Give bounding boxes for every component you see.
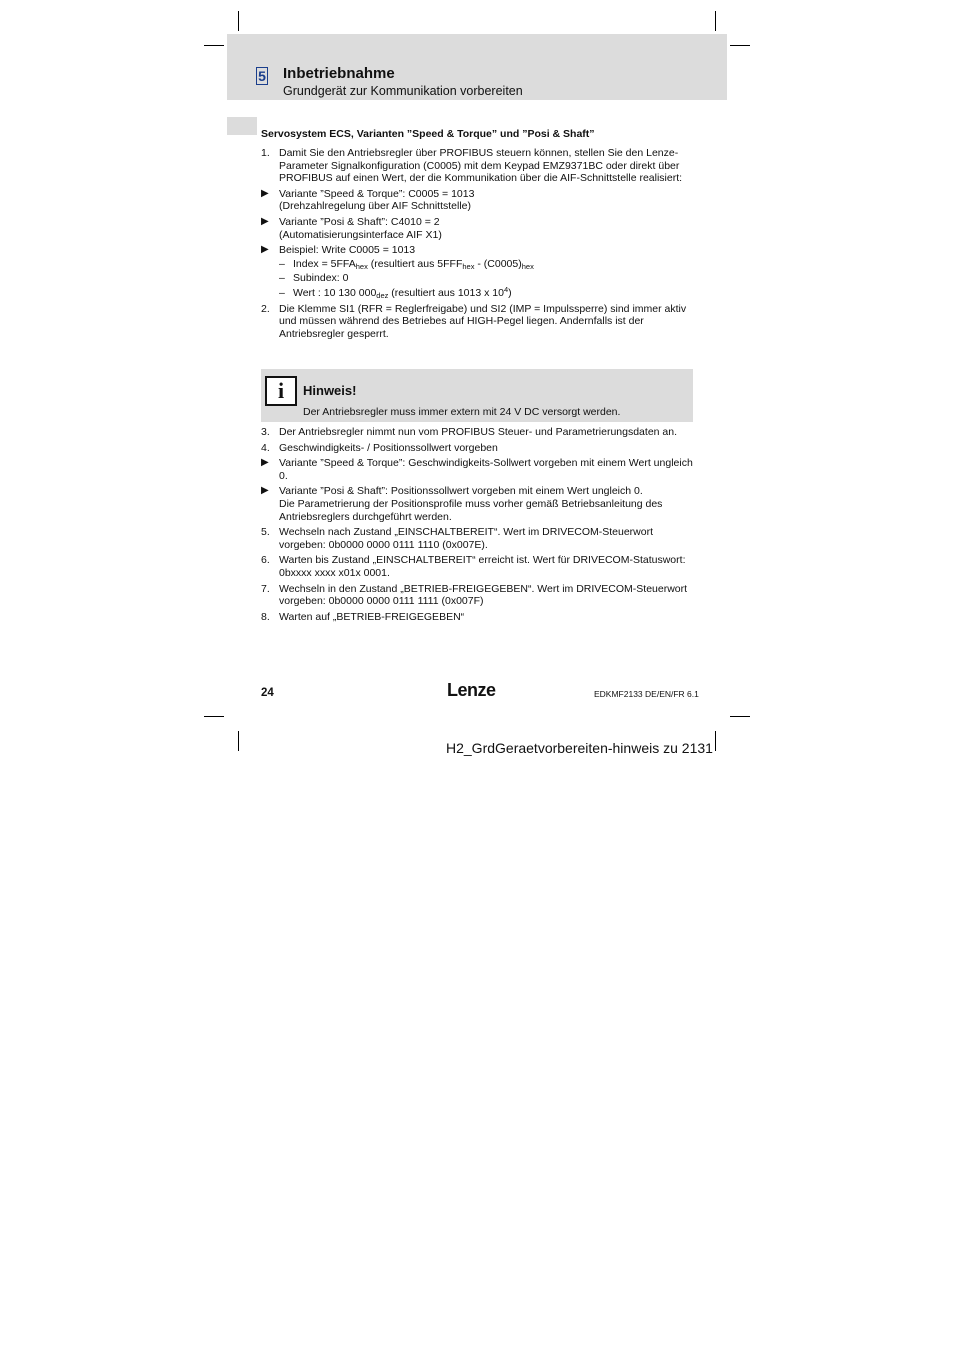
item-text: Wechseln in den Zustand „BETRIEB-FREIGEGEBEN“. Wert im DRIVECOM-Steuerwort vorgeben: 0b0000 0000 0111 1111 (0x007F)	[279, 582, 688, 608]
sub-item-text: Index = 5FFA	[293, 257, 356, 270]
bullet-arrow-icon: ▶	[261, 215, 269, 227]
note-text: Der Antriebsregler muss immer extern mit 24 V DC versorgt werden.	[303, 406, 621, 418]
sub-item	[261, 272, 697, 285]
lenze-logo: Lenze	[447, 680, 496, 700]
list-item	[261, 147, 697, 185]
superscript: 4	[503, 284, 509, 294]
list-item	[261, 611, 697, 624]
list-item	[261, 554, 697, 579]
instruction-list-b	[261, 426, 697, 626]
chapter-title: Inbetriebnahme	[283, 65, 395, 82]
item-number: 8.	[261, 610, 270, 623]
document-id: EDKMF2133 DE/EN/FR 6.1	[594, 689, 699, 699]
item-text: (Drehzahlregelung über AIF Schnittstelle)	[279, 200, 472, 213]
crop-mark	[730, 45, 750, 46]
bullet-arrow-icon: ▶	[261, 457, 269, 469]
crop-mark	[204, 45, 224, 46]
list-item	[261, 216, 697, 241]
chapter-subtitle: Grundgerät zur Kommunikation vorbereiten	[283, 84, 523, 98]
dash-marker: –	[279, 272, 285, 285]
bullet-arrow-icon: ▶	[261, 187, 269, 199]
crop-mark	[730, 716, 750, 717]
item-text: Die Parametrierung der Positionsprofile muss vorher gemäß Betriebsanleitung des Antriebsreglers durchgeführt werden.	[279, 497, 663, 523]
item-text: Variante ”Posi & Shaft”: C4010 = 2	[279, 215, 440, 228]
side-tab	[227, 117, 257, 135]
item-text: (Automatisierungsinterface AIF X1)	[279, 228, 442, 241]
list-item	[261, 583, 697, 608]
item-text: Warten bis Zustand „EINSCHALTBEREIT“ erreicht ist. Wert für DRIVECOM-Statuswort: 0bxxxx xxxx x01x 0001.	[279, 554, 686, 579]
sub-item-text: Subindex: 0	[293, 272, 349, 285]
item-number: 6.	[261, 554, 270, 567]
list-item	[261, 442, 697, 455]
item-text: Die Klemme SI1 (RFR = Reglerfreigabe) und SI2 (IMP = Impulssperre) sind immer aktiv und müssen während des Betriebes auf HIGH-Pegel liegen. Andernfalls ist der Antriebsregler gesperrt.	[279, 302, 687, 340]
note-box	[261, 369, 693, 422]
subscript: hex	[521, 261, 534, 271]
sub-item	[261, 284, 697, 300]
item-number: 2.	[261, 302, 270, 315]
list-item	[261, 526, 697, 551]
item-text: Variante ”Speed & Torque”: C0005 = 1013	[279, 187, 475, 200]
item-number: 4.	[261, 441, 270, 454]
sub-item-text: )	[508, 286, 512, 299]
crop-mark	[238, 731, 239, 751]
instruction-list-a	[261, 147, 697, 343]
item-text: Wechseln nach Zustand „EINSCHALTBEREIT“. Wert im DRIVECOM-Steuerwort vorgeben: 0b0000 0000 0111 1110 (0x007E).	[279, 526, 654, 551]
item-text: Damit Sie den Antriebsregler über PROFIBUS steuern können, stellen Sie den Lenze-Parameter Signalkonfiguration (C0005) mit dem Keypad EMZ9371BC oder direkt über PROFIBUS auf einen Wert, der die Kommunikation über die AIF-Schnittstelle realisiert:	[279, 147, 683, 185]
item-text: Der Antriebsregler nimmt nun vom PROFIBUS Steuer- und Parametrierungsdaten an.	[279, 426, 678, 438]
item-text: Warten auf „BETRIEB-FREIGEGEBEN“	[279, 610, 465, 623]
item-number: 3.	[261, 426, 270, 438]
subscript: hex	[462, 261, 475, 271]
page-number: 24	[261, 687, 274, 699]
subscript: dez	[376, 290, 389, 300]
info-icon: i	[265, 376, 297, 406]
item-text: Variante ”Speed & Torque”: Geschwindigkeits-Sollwert vorgeben mit einem Wert ungleich 0.	[279, 457, 693, 482]
list-item	[261, 188, 697, 213]
crop-mark	[715, 731, 716, 751]
note-title: Hinweis!	[303, 383, 357, 398]
sub-item-text: - (C0005)	[474, 257, 522, 270]
sub-item-text: Wert : 10 130 000	[293, 286, 377, 299]
crop-mark	[238, 11, 239, 31]
list-item	[261, 457, 697, 482]
crop-mark	[204, 716, 224, 717]
list-item	[261, 485, 697, 523]
list-item	[261, 244, 697, 257]
bottom-label: H2_GrdGeraetvorbereiten-hinweis zu 2131	[446, 740, 713, 756]
dash-marker: –	[279, 257, 285, 270]
chapter-number: 5	[256, 67, 268, 85]
sub-item-text: (resultiert aus 5FFF	[367, 257, 463, 270]
sub-item	[261, 258, 697, 271]
item-text: Geschwindigkeits- / Positionssollwert vorgeben	[279, 441, 498, 454]
section-heading: Servosystem ECS, Varianten ”Speed & Torque” und ”Posi & Shaft”	[261, 128, 595, 140]
list-item	[261, 303, 697, 341]
item-text: Beispiel: Write C0005 = 1013	[279, 244, 416, 257]
bullet-arrow-icon: ▶	[261, 244, 269, 256]
crop-mark	[715, 11, 716, 31]
item-number: 1.	[261, 147, 270, 159]
list-item	[261, 426, 697, 439]
item-text: Variante ”Posi & Shaft”: Positionssollwert vorgeben mit einem Wert ungleich 0.	[279, 485, 643, 498]
dash-marker: –	[279, 286, 285, 299]
bullet-arrow-icon: ▶	[261, 485, 269, 497]
sub-item-text: (resultiert aus 1013 x 10	[388, 286, 504, 299]
item-number: 5.	[261, 526, 270, 539]
item-number: 7.	[261, 582, 270, 595]
subscript: hex	[355, 261, 368, 271]
